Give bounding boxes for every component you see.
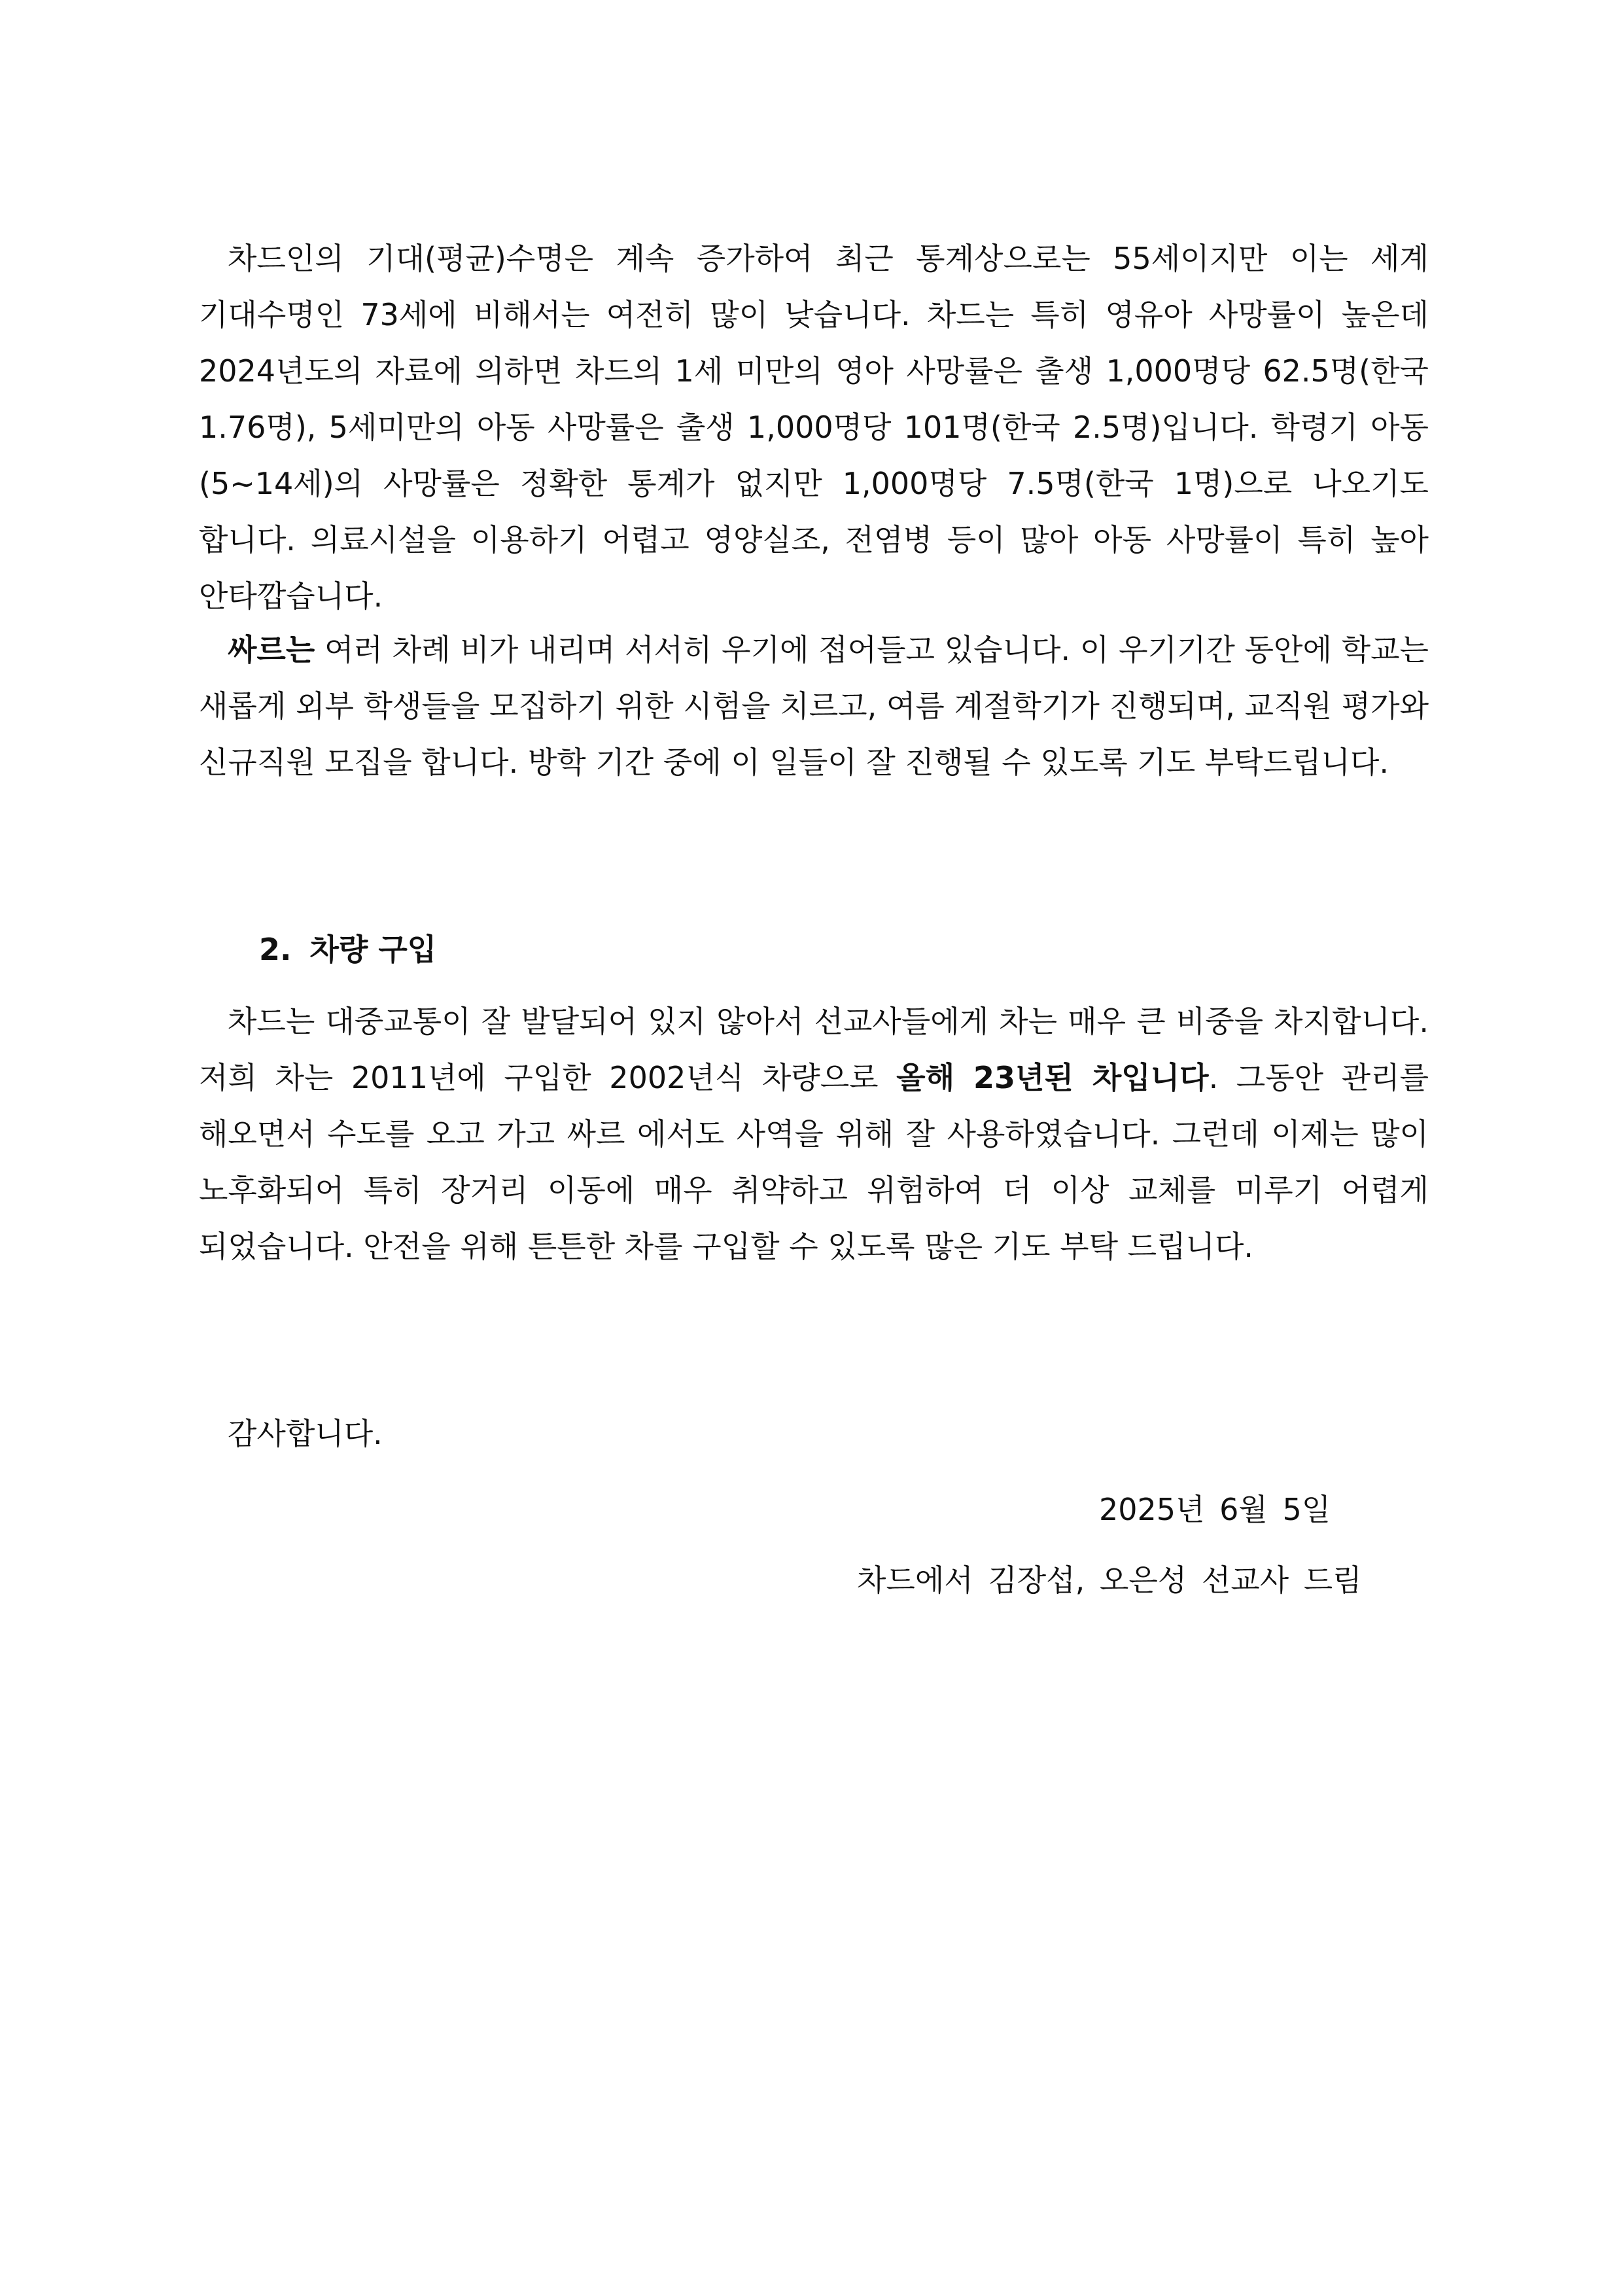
paragraph-rainy-season <box>199 622 1429 790</box>
paragraph-vehicle-bold: 올해 23년된 차입니다 <box>896 1060 1209 1095</box>
letter-date: 2025년 6월 5일 <box>1099 1492 1331 1527</box>
section-title: 차량 구입 <box>309 932 437 967</box>
section-number: 2. <box>259 932 292 967</box>
closing-thanks: 감사합니다. <box>228 1416 383 1451</box>
paragraph-vehicle-text-part1: 차드는 대중교통이 잘 발달되어 있지 않아서 선교사들에게 차는 매우 큰 비중을 차지합니다. 저희 차는 2011년에 구입한 2002년식 차량으로 <box>199 1004 1429 1095</box>
section-heading-vehicle-purchase <box>259 921 436 978</box>
paragraph-rainy-season-text: 여러 차례 비가 내리며 서서히 우기에 접어들고 있습니다. 이 우기기간 동안에 학교는 새롭게 외부 학생들을 모집하기 위한 시험을 치르고, 여름 계절학기가 진행되며, 교직원 평가와 신규직원 모집을 합니다. 방학 기간 중에 이 일들이 잘 진행될 수 있도록 기도 부탁드립니다. <box>199 632 1429 780</box>
letter-signature: 차드에서 김장섭, 오은성 선교사 드림 <box>857 1563 1362 1598</box>
paragraph-vehicle-text-part2: . 그동안 관리를 해오면서 수도를 오고 가고 싸르 에서도 사역을 위해 잘 사용하였습니다. 그런데 이제는 많이 노후화되어 특히 장거리 이동에 매우 취약하고 위험하여 더 이상 교체를 미루기 어렵게 되었습니다. 안전을 위해 튼튼한 차를 구입할 수 있도록 많은 기도 부탁 드립니다. <box>199 1060 1429 1264</box>
paragraph-rainy-season-bold-lead: 싸르는 <box>228 632 315 667</box>
paragraph-vehicle <box>199 993 1429 1275</box>
paragraph-life-expectancy-text: 차드인의 기대(평균)수명은 계속 증가하여 최근 통계상으로는 55세이지만 이는 세계 기대수명인 73세에 비해서는 여전히 많이 낮습니다. 차드는 특히 영유아 사망률이 높은데 2024년도의 자료에 의하면 차드의 1세 미만의 영아 사망률은 출생 1,000명당 62.5명(한국 1.76명), 5세미만의 아동 사망률은 출생 1,000명당 101명(한국 2.5명)입니다. 학령기 아동(5~14세)의 사망률은 정확한 통계가 없지만 1,000명당 7.5명(한국 1명)으로 나오기도 합니다. 의료시설을 이용하기 어렵고 영양실조, 전염병 등이 많아 아동 사망률이 특히 높아 안타깝습니다. <box>199 241 1429 614</box>
paragraph-life-expectancy <box>199 230 1429 624</box>
